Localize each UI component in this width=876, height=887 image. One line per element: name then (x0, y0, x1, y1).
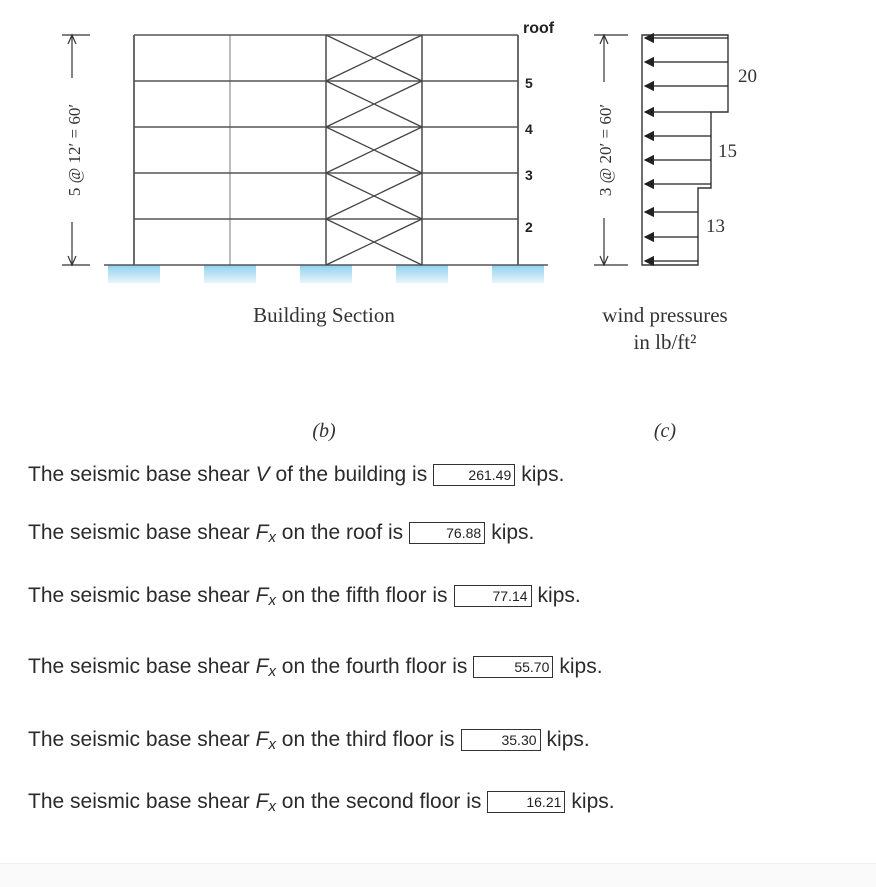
wind-height-dim-label: 3 @ 20′ = 60′ (596, 103, 615, 197)
question-prefix: The seismic base shear (28, 463, 256, 486)
unit-label: kips. (491, 521, 535, 544)
question-suffix: on the roof is (275, 521, 404, 544)
unit-label: kips. (537, 584, 581, 607)
question-prefix: The seismic base shear (28, 521, 256, 544)
question-variable: F (255, 655, 269, 678)
question-variable: F (255, 521, 269, 544)
question-suffix: of the building is (269, 463, 428, 486)
question-roof (28, 521, 534, 545)
question-variable: F (255, 584, 269, 607)
question-subscript: x (268, 798, 276, 815)
question-variable: F (255, 728, 269, 751)
part-c-label: (c) (653, 420, 677, 442)
question-suffix: on the second floor is (275, 790, 482, 813)
unit-label: kips. (521, 463, 565, 486)
wind-caption-line1: wind pressures (602, 303, 728, 327)
question-prefix: The seismic base shear (28, 584, 256, 607)
answer-field-roof[interactable]: 76.88 (409, 522, 485, 544)
question-prefix: The seismic base shear (28, 728, 256, 751)
pressure-15: 15 (718, 141, 737, 162)
floor-label-5: 5 (525, 75, 533, 91)
answer-field-fourth-floor[interactable]: 55.70 (473, 656, 553, 678)
question-suffix: on the fifth floor is (275, 584, 448, 607)
question-variable: V (255, 463, 270, 486)
question-suffix: on the fourth floor is (275, 655, 468, 678)
unit-label: kips. (546, 728, 590, 751)
pressure-13: 13 (706, 216, 725, 237)
floor-label-3: 3 (525, 167, 533, 183)
question-variable: F (255, 790, 269, 813)
question-fifth-floor (28, 584, 581, 608)
unit-label: kips. (559, 655, 603, 678)
answer-field-second-floor[interactable]: 16.21 (487, 791, 565, 813)
building-frame (104, 35, 548, 265)
question-fourth-floor (28, 655, 603, 679)
question-prefix: The seismic base shear (28, 655, 256, 678)
question-subscript: x (268, 529, 276, 546)
answer-field-third-floor[interactable]: 35.30 (461, 729, 541, 751)
part-b-label: (b) (312, 420, 336, 442)
question-suffix: on the third floor is (275, 728, 455, 751)
floor-label-4: 4 (525, 121, 533, 137)
x-bracing (326, 35, 422, 265)
question-subscript: x (268, 736, 276, 753)
question-prefix: The seismic base shear (28, 790, 256, 813)
wind-caption-line2: in lb/ft² (633, 330, 697, 354)
pressure-20: 20 (738, 66, 757, 87)
question-second-floor (28, 790, 615, 814)
floor-label-2: 2 (525, 219, 533, 235)
answer-field-base-shear[interactable]: 261.49 (433, 464, 515, 486)
ground-supports (108, 265, 544, 283)
height-dim-label: 5 @ 12′ = 60′ (65, 103, 84, 197)
unit-label: kips. (571, 790, 615, 813)
answer-field-fifth-floor[interactable]: 77.14 (454, 585, 532, 607)
building-caption: Building Section (253, 303, 395, 327)
question-third-floor (28, 728, 590, 752)
question-base-shear (28, 463, 564, 487)
roof-label: roof (523, 20, 555, 37)
question-subscript: x (268, 663, 276, 680)
footer-bar (0, 863, 876, 887)
question-subscript: x (268, 592, 276, 609)
